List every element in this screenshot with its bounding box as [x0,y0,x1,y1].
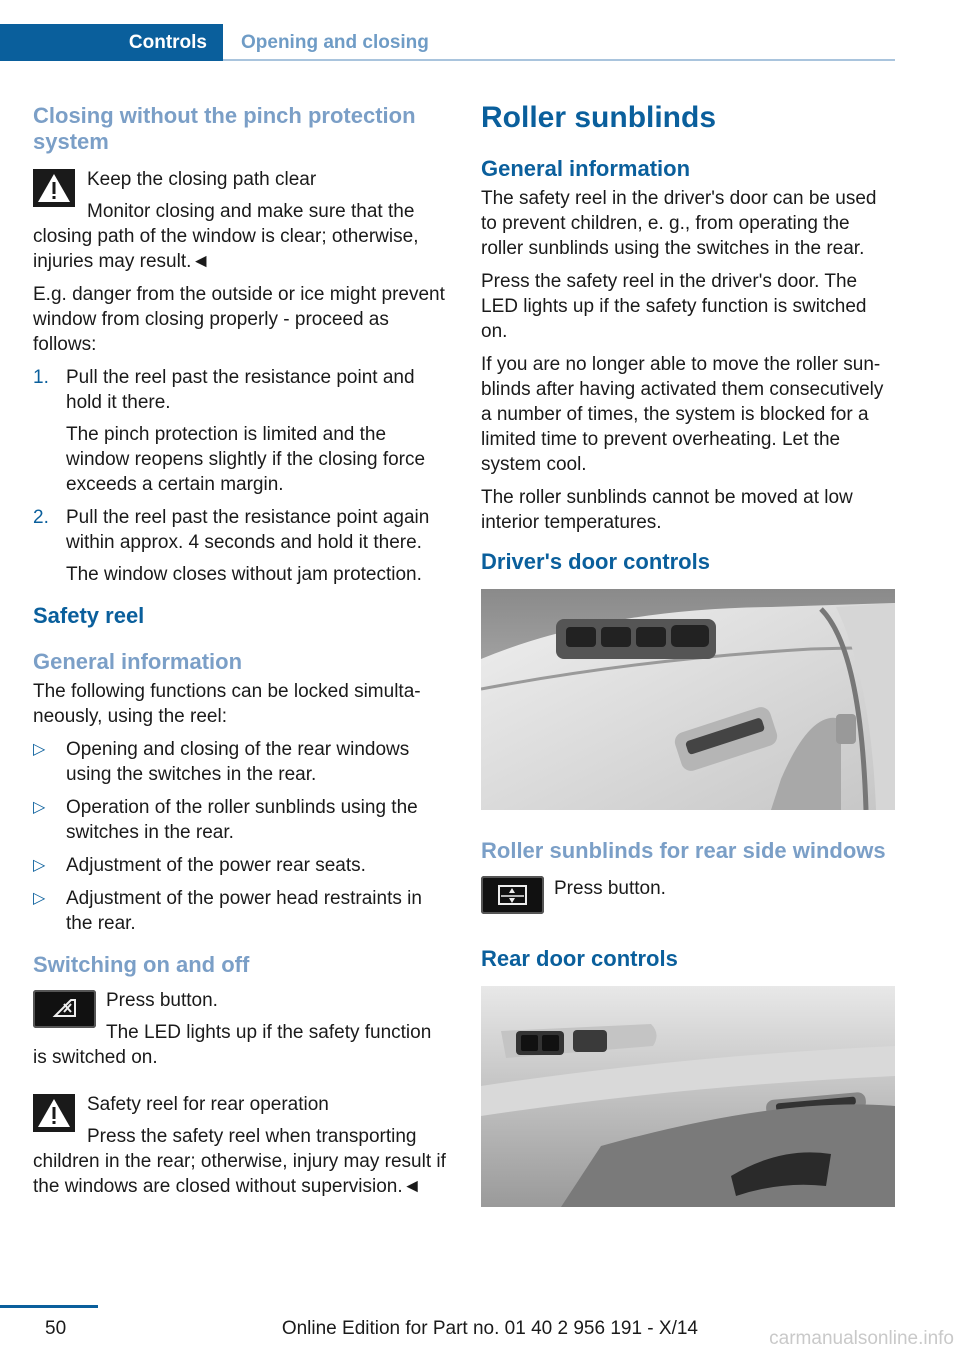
header-section: Controls [0,24,223,61]
steps-list [33,365,448,587]
rear-door-title: Rear door controls [481,946,678,971]
switching-press-text: Press button. [106,990,218,1011]
child-lock-icon [33,990,96,1028]
header-subsection: Opening and closing [241,31,429,53]
footer-rule [0,1305,98,1308]
drivers-door-title: Driver's door controls [481,549,710,574]
general-info-title: General information [33,649,243,674]
closing-title: Closing without the pinch protection system [33,103,416,154]
locked-functions-list [33,737,448,936]
list-item [33,853,448,878]
rear-side-press-text: Press button. [554,878,666,899]
safety-reel-title: Safety reel [33,603,145,628]
sunblind-icon [481,876,544,914]
paragraph: Press the safety reel in the driver's door. The LED lights up if the safety function is switched on. [481,271,867,342]
paragraph: The safety reel in the driver's door can be used to prevent children, e. g., from operating the roller sunblinds using the switches in the rear. [481,188,877,259]
rear-side-title: Roller sunblinds for rear side windows [481,838,886,863]
edition-text: Online Edition for Part no. 01 40 2 956 191 - X/14 [281,1318,698,1339]
bullet-text: Operation of the roller sunblinds using the switches in the rear. [66,797,418,843]
paragraph: The roller sunblinds cannot be moved at low interior temperatures. [481,487,853,533]
page-header [0,24,895,61]
page-number: 50 [45,1318,67,1339]
warning-title: Safety reel for rear operation [87,1094,329,1115]
warning-text: Monitor closing and make sure that the closing path of the window is clear; otherwise, injuries may result.◄ [33,201,419,272]
list-item [33,886,448,936]
watermark: carmanualsonline.info [769,1328,954,1349]
list-item [33,737,448,787]
bullet-text: Adjustment of the power rear seats. [66,855,366,876]
rear-door-controls-photo [481,986,895,1207]
step-note: The pinch protection is limited and the window reopens slightly if the closing force exceeds a certain margin. [66,424,426,495]
warning-icon [33,169,75,207]
warning-block-closing-path [33,167,448,274]
sunblind-button-icon [481,876,544,914]
switching-title: Switching on and off [33,952,250,977]
bullet-text: Opening and closing of the rear windows using the switches in the rear. [66,739,410,785]
triangle-bullet-icon: ▷ [33,890,46,907]
warning-title: Keep the closing path clear [87,169,317,190]
intro-paragraph: E.g. danger from the outside or ice might prevent window from closing properly - proceed as follows: [33,284,445,355]
drivers-door-controls-photo [481,589,895,810]
left-column [33,100,448,1199]
roller-sunblinds-title: Roller sunblinds [481,101,717,134]
right-column [481,100,895,1207]
triangle-bullet-icon: ▷ [33,741,46,758]
bullet-text: Adjustment of the power head restraints in the rear. [66,888,422,934]
general-info-text: The following functions can be locked simultaneously, using the reel: [33,681,421,727]
safety-reel-button-icon [33,990,96,1028]
step-text: Pull the reel past the resistance point again within approx. 4 seconds and hold it there. [66,507,430,553]
list-item [33,505,448,587]
paragraph: If you are no longer able to move the roller sunblinds after having activated them consecutively a number of times, the system is blocked for a limited time to prevent overheating. Let the system cool. [481,354,884,475]
step-number: 2. [33,507,49,528]
warning-block-safety-reel [33,1092,448,1199]
header-rule [223,59,895,61]
general-info-title: General information [481,156,691,181]
list-item [33,365,448,497]
switching-block [33,988,448,1070]
warning-icon [33,1094,75,1132]
step-note: The window closes without jam protection. [66,564,422,585]
rear-side-block [481,876,895,918]
step-text: Pull the reel past the resistance point and hold it there. [66,367,415,413]
triangle-bullet-icon: ▷ [33,857,46,874]
step-number: 1. [33,367,49,388]
switching-led-text: The LED lights up if the safety function is switched on. [33,1022,432,1068]
triangle-bullet-icon: ▷ [33,799,46,816]
warning-text: Press the safety reel when transporting children in the rear; otherwise, injury may result if the windows are closed without supervision.◄ [33,1126,446,1197]
list-item [33,795,448,845]
